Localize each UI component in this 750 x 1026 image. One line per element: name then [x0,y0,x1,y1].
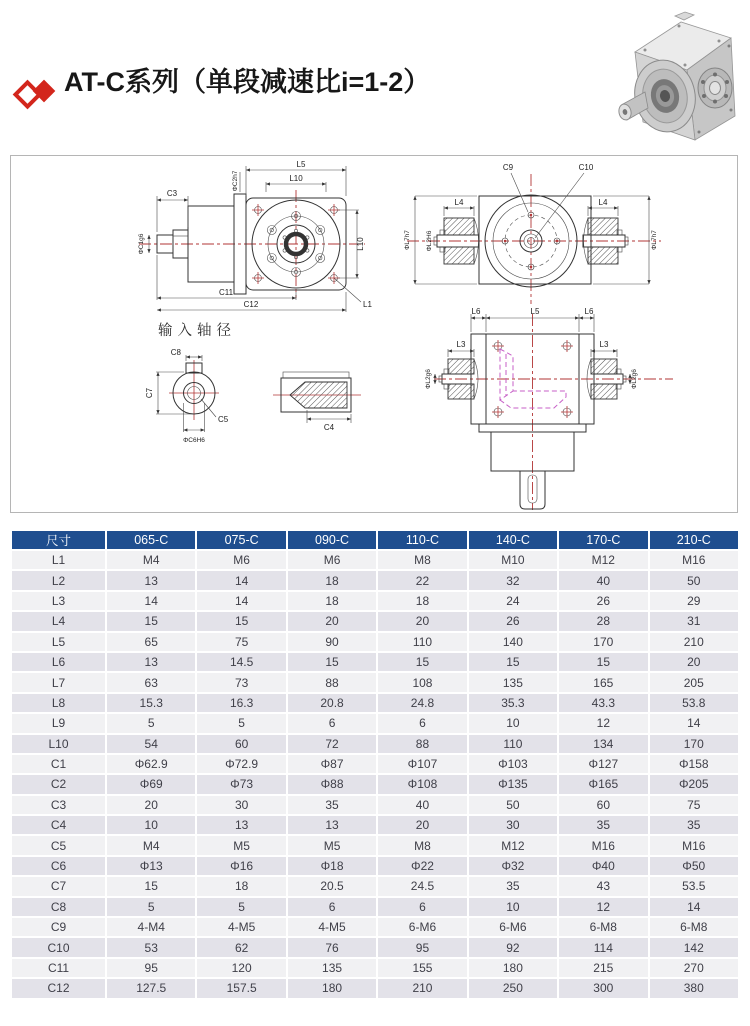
spec-cell: 35 [650,816,738,834]
spec-cell: 10 [469,714,557,732]
table-row [12,592,738,610]
dim-label-l4-left: L4 [454,198,464,207]
dim-label-l6-left: L6 [471,307,481,316]
spec-cell: 53.5 [650,877,738,895]
spec-cell: 60 [197,735,285,753]
spec-table-body [12,551,738,998]
spec-cell: 15.3 [107,694,195,712]
spec-cell: 120 [197,959,285,977]
dim-label-l4-right: L4 [598,198,608,207]
spec-cell: 30 [469,816,557,834]
spec-cell: 4-M5 [197,918,285,936]
table-row [12,775,738,793]
spec-cell: 73 [197,673,285,691]
spec-cell: 127.5 [107,979,195,997]
spec-cell: M8 [378,836,466,854]
table-row [12,836,738,854]
spec-cell: 180 [469,959,557,977]
spec-cell: 142 [650,938,738,956]
spec-cell: 5 [197,714,285,732]
front-view [425,307,673,510]
column-header-model: 065-C [107,531,195,549]
dim-label-c11: C11 [218,288,234,297]
spec-cell: M8 [378,551,466,569]
side-view [138,160,372,312]
product-photo-gearbox [615,8,743,154]
table-row [12,633,738,651]
spec-cell: 20.8 [288,694,376,712]
spec-cell: 26 [469,612,557,630]
spec-cell: Φ69 [107,775,195,793]
dim-label-c3: C3 [166,189,178,198]
spec-cell: 135 [469,673,557,691]
spec-cell: 12 [559,714,647,732]
spec-cell: 13 [107,571,195,589]
table-row [12,796,738,814]
spec-cell: 10 [107,816,195,834]
input-shaft-caption: 输入轴径 [158,323,236,339]
dim-label-l1: L1 [363,300,372,309]
spec-cell: 24.8 [378,694,466,712]
spec-cell: 50 [469,796,557,814]
row-label: C8 [12,898,105,916]
spec-table [10,529,740,1000]
table-row [12,673,738,691]
spec-cell: Φ158 [650,755,738,773]
row-label: C3 [12,796,105,814]
spec-cell: 20 [288,612,376,630]
spec-cell: 18 [288,592,376,610]
column-header-model: 210-C [650,531,738,549]
column-header-model: 170-C [559,531,647,549]
page-title: AT-C系列（单段减速比i=1-2） [64,67,431,97]
spec-cell: M4 [107,551,195,569]
spec-cell: Φ73 [197,775,285,793]
row-label: L7 [12,673,105,691]
spec-cell: 35 [288,796,376,814]
spec-cell: 88 [378,735,466,753]
spec-cell: 5 [107,714,195,732]
spec-cell: 165 [559,673,647,691]
row-label: C1 [12,755,105,773]
dim-label-l10-top: L10 [289,174,303,183]
spec-cell: 29 [650,592,738,610]
spec-cell: Φ135 [469,775,557,793]
shaft-end-view [145,348,229,444]
spec-cell: 205 [650,673,738,691]
spec-cell: 15 [107,612,195,630]
spec-cell: 30 [197,796,285,814]
spec-cell: 300 [559,979,647,997]
gearbox-top-tab [675,12,694,20]
spec-cell: 10 [469,898,557,916]
row-label: C5 [12,836,105,854]
spec-cell: 75 [197,633,285,651]
dim-label-phi-l7-left: ΦL7h7 [404,230,411,250]
row-label: C11 [12,959,105,977]
spec-cell: 6 [288,714,376,732]
spec-cell: M12 [469,836,557,854]
spec-cell: Φ87 [288,755,376,773]
spec-cell: 54 [107,735,195,753]
dim-label-c10: C10 [578,163,594,172]
spec-cell: 22 [378,571,466,589]
row-label: L8 [12,694,105,712]
table-row [12,959,738,977]
spec-cell: 92 [469,938,557,956]
spec-cell: 15 [559,653,647,671]
spec-cell: M16 [559,836,647,854]
spec-cell: 6-M6 [469,918,557,936]
spec-cell: 95 [107,959,195,977]
spec-cell: 53 [107,938,195,956]
spec-cell: M12 [559,551,647,569]
spec-cell: M10 [469,551,557,569]
top-view [404,163,661,304]
spec-cell: 215 [559,959,647,977]
spec-cell: Φ18 [288,857,376,875]
row-label: L6 [12,653,105,671]
dim-label-phi-l2-left: ΦL2g6 [425,369,432,389]
row-label: L4 [12,612,105,630]
spec-cell: 31 [650,612,738,630]
spec-cell: 50 [650,571,738,589]
dim-label-phi-c6: ΦC6H6 [183,437,205,444]
spec-cell: 16.3 [197,694,285,712]
spec-cell: 114 [559,938,647,956]
spec-cell: 270 [650,959,738,977]
table-row [12,816,738,834]
dim-label-c8: C8 [170,348,181,357]
spec-table-head [12,531,738,549]
spec-cell: 43.3 [559,694,647,712]
spec-cell: 380 [650,979,738,997]
dim-label-phi-l2-right: ΦL2g6 [631,369,638,389]
row-label: L3 [12,592,105,610]
spec-cell: M5 [197,836,285,854]
spec-cell: 110 [378,633,466,651]
technical-drawing [11,156,737,512]
spec-cell: 40 [378,796,466,814]
table-row [12,979,738,997]
spec-cell: 15 [469,653,557,671]
spec-cell: Φ127 [559,755,647,773]
table-row [12,918,738,936]
row-label: C6 [12,857,105,875]
spec-cell: 4-M4 [107,918,195,936]
spec-cell: 170 [559,633,647,651]
spec-cell: 13 [197,816,285,834]
spec-cell: M4 [107,836,195,854]
spec-cell: 40 [559,571,647,589]
spec-cell: 5 [107,898,195,916]
spec-cell: 18 [197,877,285,895]
spec-cell: 35 [469,877,557,895]
row-label: C10 [12,938,105,956]
spec-cell: 20 [650,653,738,671]
spec-cell: 15 [107,877,195,895]
dim-label-phi-l7-right: ΦL7h7 [651,230,658,250]
spec-cell: 26 [559,592,647,610]
table-row [12,755,738,773]
spec-cell: Φ107 [378,755,466,773]
spec-cell: 20 [107,796,195,814]
spec-cell: 14 [197,571,285,589]
row-label: L1 [12,551,105,569]
dim-label-phi-c1: ΦC1g6 [138,233,145,255]
row-label: L2 [12,571,105,589]
spec-cell: Φ205 [650,775,738,793]
spec-cell: 13 [107,653,195,671]
row-label: L9 [12,714,105,732]
spec-cell: Φ13 [107,857,195,875]
dim-label-phi-c2: ΦC2h7 [232,170,239,192]
spec-cell: 180 [288,979,376,997]
spec-cell: 210 [378,979,466,997]
spec-cell: M5 [288,836,376,854]
spec-cell: M16 [650,551,738,569]
spec-cell: 90 [288,633,376,651]
spec-cell: 24 [469,592,557,610]
spec-cell: 6 [378,714,466,732]
row-label: L10 [12,735,105,753]
table-row [12,694,738,712]
brand-double-diamond-icon [14,76,58,110]
spec-cell: Φ108 [378,775,466,793]
spec-cell: 170 [650,735,738,753]
row-label: C7 [12,877,105,895]
dim-label-c4: C4 [323,423,335,432]
spec-cell: 13 [288,816,376,834]
spec-cell: 43 [559,877,647,895]
column-header-model: 110-C [378,531,466,549]
spec-cell: 65 [107,633,195,651]
row-label: L5 [12,633,105,651]
column-header-model: 090-C [288,531,376,549]
dim-label-phi-l2h6: ΦL2H6 [426,230,433,252]
spec-cell: Φ22 [378,857,466,875]
table-row [12,653,738,671]
row-label: C4 [12,816,105,834]
spec-cell: Φ165 [559,775,647,793]
spec-cell: 157.5 [197,979,285,997]
spec-cell: 76 [288,938,376,956]
row-label: C9 [12,918,105,936]
spec-cell: 14 [650,898,738,916]
spec-cell: 72 [288,735,376,753]
spec-cell: 134 [559,735,647,753]
header-row [12,531,738,549]
spec-cell: 28 [559,612,647,630]
dim-label-l6-right: L6 [584,307,594,316]
spec-cell: 53.8 [650,694,738,712]
spec-cell: 250 [469,979,557,997]
spec-cell: 88 [288,673,376,691]
spec-cell: Φ40 [559,857,647,875]
dim-label-l3-left: L3 [456,340,466,349]
spec-cell: 20 [378,816,466,834]
spec-cell: 75 [650,796,738,814]
spec-cell: 18 [288,571,376,589]
column-header-model: 140-C [469,531,557,549]
dim-label-c12: C12 [243,300,259,309]
spec-cell: 155 [378,959,466,977]
spec-cell: 210 [650,633,738,651]
table-row [12,877,738,895]
spec-cell: 4-M5 [288,918,376,936]
dim-label-l10-side: L10 [356,237,365,251]
spec-cell: 6-M8 [650,918,738,936]
spec-cell: Φ72.9 [197,755,285,773]
spec-cell: 95 [378,938,466,956]
dim-label-c5: C5 [218,415,229,424]
spec-cell: 6-M6 [378,918,466,936]
spec-cell: 24.5 [378,877,466,895]
table-row [12,571,738,589]
row-label: C2 [12,775,105,793]
table-row [12,857,738,875]
dim-label-l5-front: L5 [530,307,540,316]
spec-cell: 14 [650,714,738,732]
spec-cell: 6-M8 [559,918,647,936]
spec-cell: 20 [378,612,466,630]
shaft-section-view [273,372,361,432]
spec-cell: 18 [378,592,466,610]
spec-cell: 63 [107,673,195,691]
table-row [12,551,738,569]
technical-drawing-panel [10,155,738,513]
dim-label-c9: C9 [502,163,514,172]
spec-cell: 6 [378,898,466,916]
spec-cell: Φ32 [469,857,557,875]
spec-cell: M6 [288,551,376,569]
spec-cell: 15 [197,612,285,630]
spec-cell: 15 [378,653,466,671]
spec-cell: 5 [197,898,285,916]
spec-cell: 62 [197,938,285,956]
table-row [12,898,738,916]
table-row [12,612,738,630]
spec-cell: 6 [288,898,376,916]
table-row [12,938,738,956]
spec-cell: Φ16 [197,857,285,875]
spec-cell: 135 [288,959,376,977]
spec-cell: 60 [559,796,647,814]
dim-label-c7: C7 [145,387,154,399]
dim-label-l5-side: L5 [296,160,306,169]
spec-cell: 14.5 [197,653,285,671]
spec-cell: 110 [469,735,557,753]
spec-cell: 15 [288,653,376,671]
spec-cell: 14 [107,592,195,610]
spec-cell: M6 [197,551,285,569]
column-header-dimension: 尺寸 [12,531,105,549]
row-label: C12 [12,979,105,997]
output-flange [698,68,732,108]
spec-cell: 35.3 [469,694,557,712]
spec-cell: 108 [378,673,466,691]
spec-cell: Φ50 [650,857,738,875]
column-header-model: 075-C [197,531,285,549]
dim-label-l3-right: L3 [599,340,609,349]
table-row [12,735,738,753]
spec-cell: 32 [469,571,557,589]
spec-cell: Φ88 [288,775,376,793]
table-row [12,714,738,732]
spec-cell: M16 [650,836,738,854]
spec-cell: 35 [559,816,647,834]
spec-cell: Φ62.9 [107,755,195,773]
spec-cell: Φ103 [469,755,557,773]
spec-cell: 20.5 [288,877,376,895]
spec-cell: 12 [559,898,647,916]
spec-cell: 14 [197,592,285,610]
spec-cell: 140 [469,633,557,651]
